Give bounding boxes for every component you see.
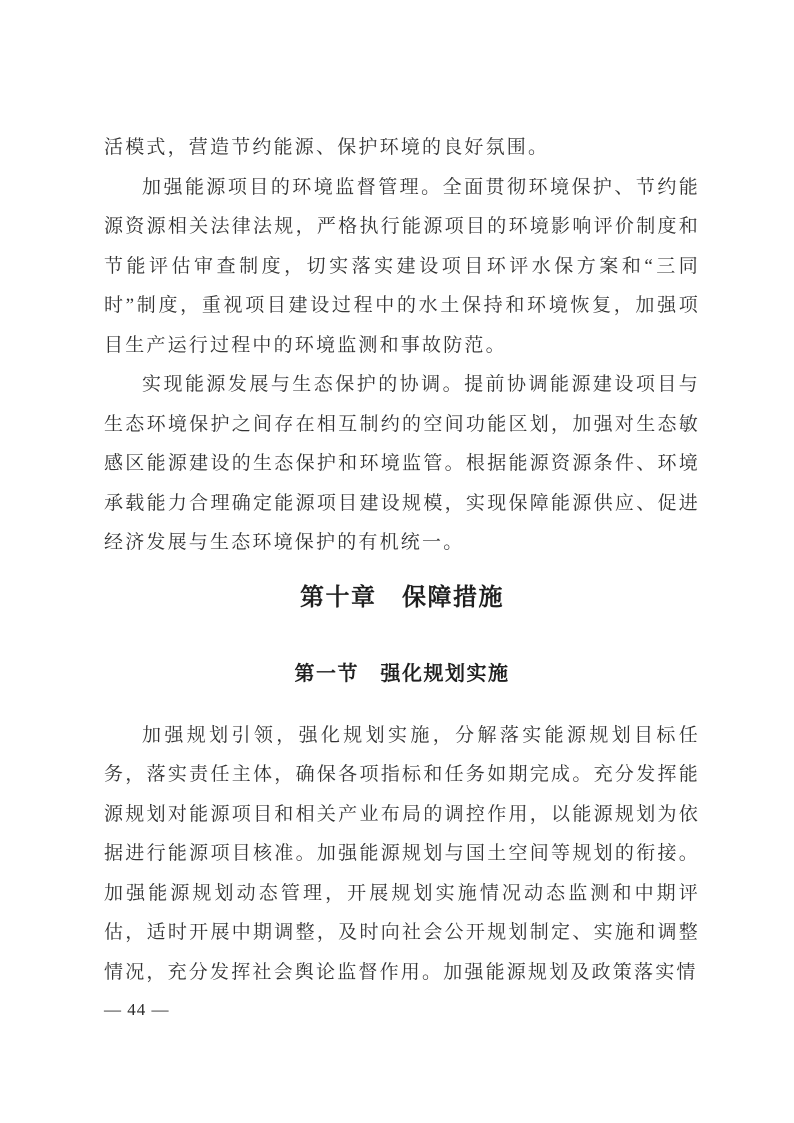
page-body: [104, 128, 700, 992]
paragraph-environment-supervision: 加强能源项目的环境监督管理。全面贯彻环境保护、节约能源资源相关法律法规，严格执行能源项目的环境影响评价制度和节能评估审查制度，切实落实建设项目环评水保方案和“三同时”制度，重视项目建设过程中的水土保持和环境恢复，加强项目生产运行过程中的环境监测和事故防范。: [104, 176, 700, 356]
chapter-heading: 第十章 保障措施: [300, 584, 504, 611]
paragraph-ecology-coordination: 实现能源发展与生态保护的协调。提前协调能源建设项目与生态环境保护之间存在相互制约的空间功能区划，加强对生态敏感区能源建设的生态保护和环境监管。根据能源资源条件、环境承载能力合理确定能源项目建设规模，实现保障能源供应、促进经济发展与生态环境保护的有机统一。: [104, 374, 700, 553]
paragraph-continuation: 活模式，营造节约能源、保护环境的良好氛围。: [104, 137, 550, 158]
section-heading: 第一节 强化规划实施: [294, 662, 510, 685]
page-number: — 44 —: [104, 1000, 170, 1019]
paragraph-planning-implementation: 加强规划引领，强化规划实施，分解落实能源规划目标任务，落实责任主体，确保各项指标和任务如期完成。充分发挥能源规划对能源项目和相关产业布局的调控作用，以能源规划为依据进行能源项目核准。加强能源规划与国土空间等规划的衔接。加强能源规划动态管理，开展规划实施情况动态监测和中期评估，适时开展中期调整，及时向社会公开规划制定、实施和调整情况，充分发挥社会舆论监督作用。加强能源规划及政策落实情: [104, 724, 700, 983]
